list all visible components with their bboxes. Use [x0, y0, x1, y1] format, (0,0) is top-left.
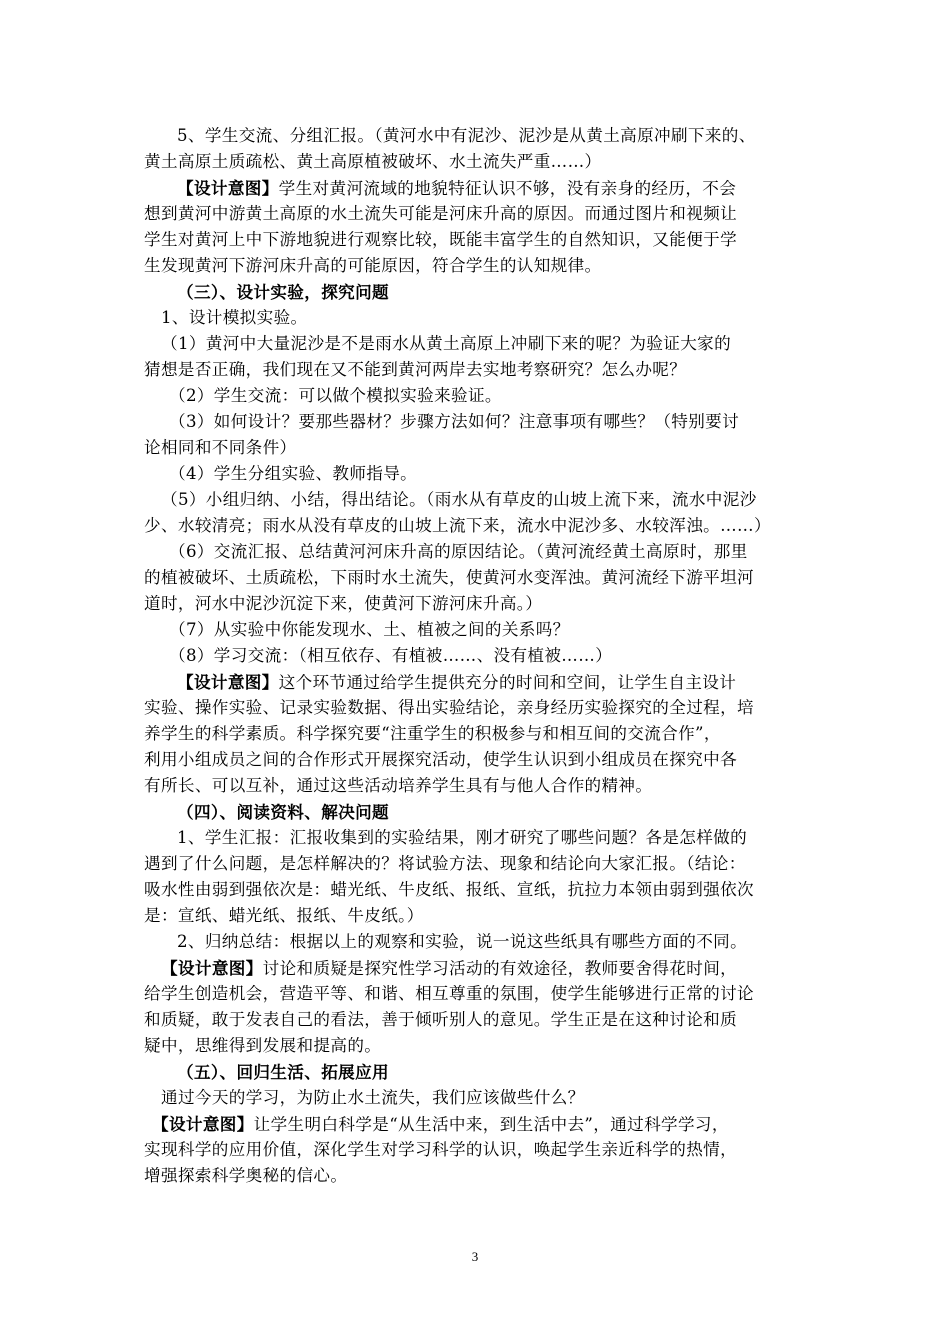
text-line	[144, 981, 806, 1007]
line-text: （5）小组归纳、小结，得出结论。（雨水从有草皮的山坡上流下来，流水中泥沙	[161, 490, 757, 509]
line-text: 黄土高原土质疏松、黄土高原植被破坏、水土流失严重……）	[144, 152, 602, 171]
text-line	[144, 747, 806, 773]
text-line	[144, 331, 806, 357]
line-text: 遇到了什么问题，是怎样解决的？将试验方法、现象和结论向大家汇报。（结论：	[144, 854, 746, 873]
line-text: （8）学习交流：（相互依存、有植被……、没有植被……）	[169, 646, 613, 665]
line-text: 利用小组成员之间的合作形式开展探究活动，使学生认识到小组成员在探究中各	[144, 750, 738, 769]
text-line	[144, 1085, 806, 1111]
text-line	[144, 305, 806, 331]
line-text: 1、学生汇报：汇报收集到的实验结果，刚才研究了哪些问题？各是怎样做的	[177, 828, 748, 847]
page-number: 3	[471, 1249, 479, 1264]
line-text: （四）、阅读资料、解决问题	[177, 802, 389, 822]
text-line	[144, 201, 806, 227]
line-text: 5、学生交流、分组汇报。（黄河水中有泥沙、泥沙是从黄土高原冲刷下来的、	[177, 126, 756, 145]
text-line	[144, 435, 806, 461]
text-line	[144, 1137, 806, 1163]
line-text: 想到黄河中游黄土高原的水土流失可能是河床升高的原因。而通过图片和视频让	[144, 204, 738, 223]
text-line	[144, 617, 806, 643]
line-text: 有所长、可以互补，通过这些活动培养学生具有与他人合作的精神。	[144, 776, 653, 795]
line-text: 猜想是否正确，我们现在又不能到黄河两岸去实地考察研究？怎么办呢？	[144, 360, 687, 379]
line-text: 1、设计模拟实验。	[161, 308, 308, 327]
text-line	[144, 253, 806, 279]
line-text: 论相同和不同条件）	[144, 438, 297, 457]
line-text: 生发现黄河下游河床升高的可能原因，符合学生的认知规律。	[144, 256, 602, 275]
text-line	[144, 1111, 806, 1137]
line-text: 讨论和质疑是探究性学习活动的有效途径，教师要舍得花时间，	[262, 959, 738, 978]
text-line	[144, 149, 806, 175]
design-intent-label: 【设计意图】	[152, 1114, 254, 1134]
section-heading	[144, 279, 806, 305]
text-line	[144, 721, 806, 747]
text-line	[144, 1163, 806, 1189]
text-line	[144, 669, 806, 695]
text-line	[144, 487, 806, 513]
line-text: （3）如何设计？要那些器材？步骤方法如何？注意事项有哪些？（特别要讨	[169, 412, 740, 431]
line-text: 疑中，思维得到发展和提高的。	[144, 1036, 382, 1055]
text-line	[144, 851, 806, 877]
design-intent-label: 【设计意图】	[177, 178, 279, 198]
text-line	[144, 877, 806, 903]
text-line	[144, 539, 806, 565]
text-line	[144, 643, 806, 669]
line-text: 这个环节通过给学生提供充分的时间和空间，让学生自主设计	[278, 673, 737, 692]
line-text: （7）从实验中你能发现水、土、植被之间的关系吗？	[169, 620, 570, 639]
line-text: 吸水性由弱到强依次是：蜡光纸、牛皮纸、报纸、宣纸，抗拉力本领由弱到强依次	[144, 880, 754, 899]
design-intent-label: 【设计意图】	[161, 958, 263, 978]
design-intent-label: 【设计意图】	[177, 672, 279, 692]
text-line	[144, 929, 806, 955]
line-text: （三）、设计实验，探究问题	[177, 282, 389, 302]
line-text: 和质疑，敢于发表自己的看法，善于倾听别人的意见。学生正是在这种讨论和质	[144, 1010, 738, 1029]
section-heading	[144, 1059, 806, 1085]
text-line	[144, 695, 806, 721]
line-text: 道时，河水中泥沙沉淀下来，使黄河下游河床升高。）	[144, 594, 543, 613]
line-text: 让学生明白科学是“从生活中来，到生活中去”，通过科学学习，	[253, 1115, 729, 1134]
text-line	[144, 409, 806, 435]
line-text: 学生对黄河流域的地貌特征认识不够，没有亲身的经历，不会	[278, 179, 737, 198]
text-line	[144, 591, 806, 617]
document-body	[144, 123, 806, 1189]
line-text: 实验、操作实验、记录实验数据、得出实验结论，亲身经历实验探究的全过程，培	[144, 698, 754, 717]
text-line	[144, 383, 806, 409]
text-line	[144, 227, 806, 253]
text-line	[144, 565, 806, 591]
line-text: 的植被破坏、土质疏松，下雨时水土流失，使黄河水变浑浊。黄河流经下游平坦河	[144, 568, 754, 587]
line-text: 通过今天的学习，为防止水土流失，我们应该做些什么？	[161, 1088, 585, 1107]
line-text: 增强探索科学奥秘的信心。	[144, 1166, 348, 1185]
text-line	[144, 903, 806, 929]
line-text: 养学生的科学素质。科学探究要“注重学生的积极参与和相互间的交流合作”，	[144, 724, 721, 743]
line-text: （2）学生交流：可以做个模拟实验来验证。	[169, 386, 502, 405]
text-line	[144, 773, 806, 799]
line-text: （4）学生分组实验、教师指导。	[169, 464, 418, 483]
line-text: 少、水较清亮；雨水从没有草皮的山坡上流下来，流水中泥沙多、水较浑浊。……）	[144, 516, 771, 535]
text-line	[144, 175, 806, 201]
text-line	[144, 1033, 806, 1059]
text-line	[144, 461, 806, 487]
line-text: 2、归纳总结：根据以上的观察和实验，说一说这些纸具有哪些方面的不同。	[177, 932, 748, 951]
line-text: 给学生创造机会，营造平等、和谐、相互尊重的氛围，使学生能够进行正常的讨论	[144, 984, 754, 1003]
line-text: 是：宣纸、蜡光纸、报纸、牛皮纸。）	[144, 906, 424, 925]
text-line	[144, 825, 806, 851]
line-text: （6）交流汇报、总结黄河河床升高的原因结论。（黄河流经黄土高原时，那里	[169, 542, 748, 561]
line-text: （五）、回归生活、拓展应用	[177, 1062, 389, 1082]
text-line	[144, 513, 806, 539]
text-line	[144, 357, 806, 383]
text-line	[144, 123, 806, 149]
line-text: （1）黄河中大量泥沙是不是雨水从黄土高原上冲刷下来的呢？为验证大家的	[161, 334, 732, 353]
line-text: 学生对黄河上中下游地貌进行观察比较，既能丰富学生的自然知识，又能便于学	[144, 230, 738, 249]
text-line	[144, 955, 806, 981]
text-line	[144, 1007, 806, 1033]
section-heading	[144, 799, 806, 825]
line-text: 实现科学的应用价值，深化学生对学习科学的认识，唤起学生亲近科学的热情，	[144, 1140, 738, 1159]
